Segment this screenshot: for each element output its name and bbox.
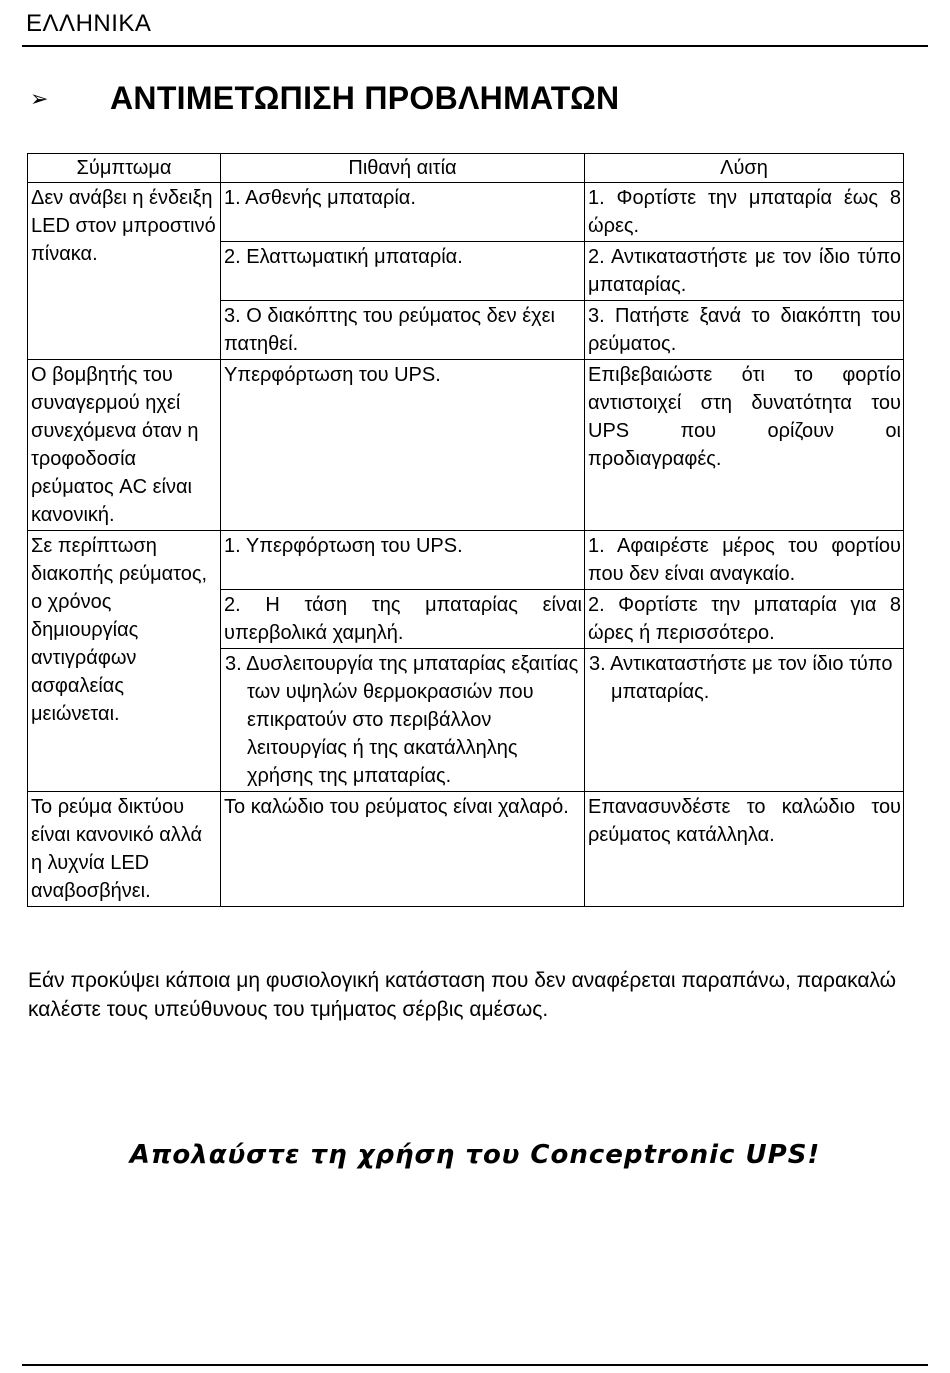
solution-cell: 1. Φορτίστε την μπαταρία έως 8 ώρες. [585, 183, 904, 242]
solution-cell: 3. Αντικαταστήστε με τον ίδιο τύπο μπαταρίας. [585, 649, 904, 792]
solution-cell: 2. Αντικαταστήστε με τον ίδιο τύπο μπαταρίας. [585, 242, 904, 301]
cause-cell: 1. Ασθενής μπαταρία. [221, 183, 585, 242]
cause-cell: 2. Η τάση της μπαταρίας είναι υπερβολικά χαμηλή. [221, 590, 585, 649]
cause-cell: 3. Δυσλειτουργία της μπαταρίας εξαιτίας των υψηλών θερμοκρασιών που επικρατούν στο περιβάλλον λειτουργίας ή της ακατάλληλης χρήσης της μπαταρίας. [221, 649, 585, 792]
service-note: Εάν προκύψει κάποια μη φυσιολογική κατάσταση που δεν αναφέρεται παραπάνω, παρακαλώ καλέστε τους υπεύθυνους του τμήματος σέρβις αμέσως. [28, 969, 897, 1021]
table-row [28, 183, 904, 242]
symptom-cell: Ο βομβητής του συναγερμού ηχεί συνεχόμενα όταν η τροφοδοσία ρεύματος AC είναι κανονική. [28, 360, 221, 531]
solution-cell: 3. Πατήστε ξανά το διακόπτη του ρεύματος. [585, 301, 904, 360]
solution-cell: 2. Φορτίστε την μπαταρία για 8 ώρες ή περισσότερο. [585, 590, 904, 649]
symptom-cell: Σε περίπτωση διακοπής ρεύματος, ο χρόνος δημιουργίας αντιγράφων ασφαλείας μειώνεται. [28, 531, 221, 792]
header-solution: Λύση [585, 154, 904, 183]
cause-cell: 3. Ο διακόπτης του ρεύματος δεν έχει πατηθεί. [221, 301, 585, 360]
header-symptom: Σύμπτωμα [28, 154, 221, 183]
table-row [28, 360, 904, 531]
troubleshooting-table [27, 153, 904, 907]
bottom-divider [22, 1364, 928, 1366]
cause-cell: 2. Ελαττωματική μπαταρία. [221, 242, 585, 301]
symptom-cell: Το ρεύμα δικτύου είναι κανονικό αλλά η λυχνία LED αναβοσβήνει. [28, 792, 221, 907]
top-divider [22, 45, 928, 47]
solution-cell: Επιβεβαιώστε ότι το φορτίο αντιστοιχεί στη δυνατότητα του UPS που ορίζουν οι προδιαγραφές. [585, 360, 904, 531]
table-header-row [28, 154, 904, 183]
section-title: ΑΝΤΙΜΕΤΩΠΙΣΗ ΠΡΟΒΛΗΜΑΤΩΝ [110, 80, 620, 116]
section-heading [30, 80, 619, 117]
language-header: ΕΛΛΗΝΙΚΑ [26, 10, 152, 37]
table-row [28, 792, 904, 907]
header-cause: Πιθανή αιτία [221, 154, 585, 183]
cause-cell: Το καλώδιο του ρεύματος είναι χαλαρό. [221, 792, 585, 907]
cause-cell: Υπερφόρτωση του UPS. [221, 360, 585, 531]
solution-cell: 1. Αφαιρέστε μέρος του φορτίου που δεν είναι αναγκαίο. [585, 531, 904, 590]
arrow-bullet-icon: ➢ [30, 85, 49, 111]
symptom-cell: Δεν ανάβει η ένδειξη LED στον μπροστινό πίνακα. [28, 183, 221, 360]
cause-cell: 1. Υπερφόρτωση του UPS. [221, 531, 585, 590]
closing-message: Απολαύστε τη χρήση του Conceptronic UPS! [129, 1140, 821, 1170]
solution-cell: Επανασυνδέστε το καλώδιο του ρεύματος κατάλληλα. [585, 792, 904, 907]
table-row [28, 531, 904, 590]
